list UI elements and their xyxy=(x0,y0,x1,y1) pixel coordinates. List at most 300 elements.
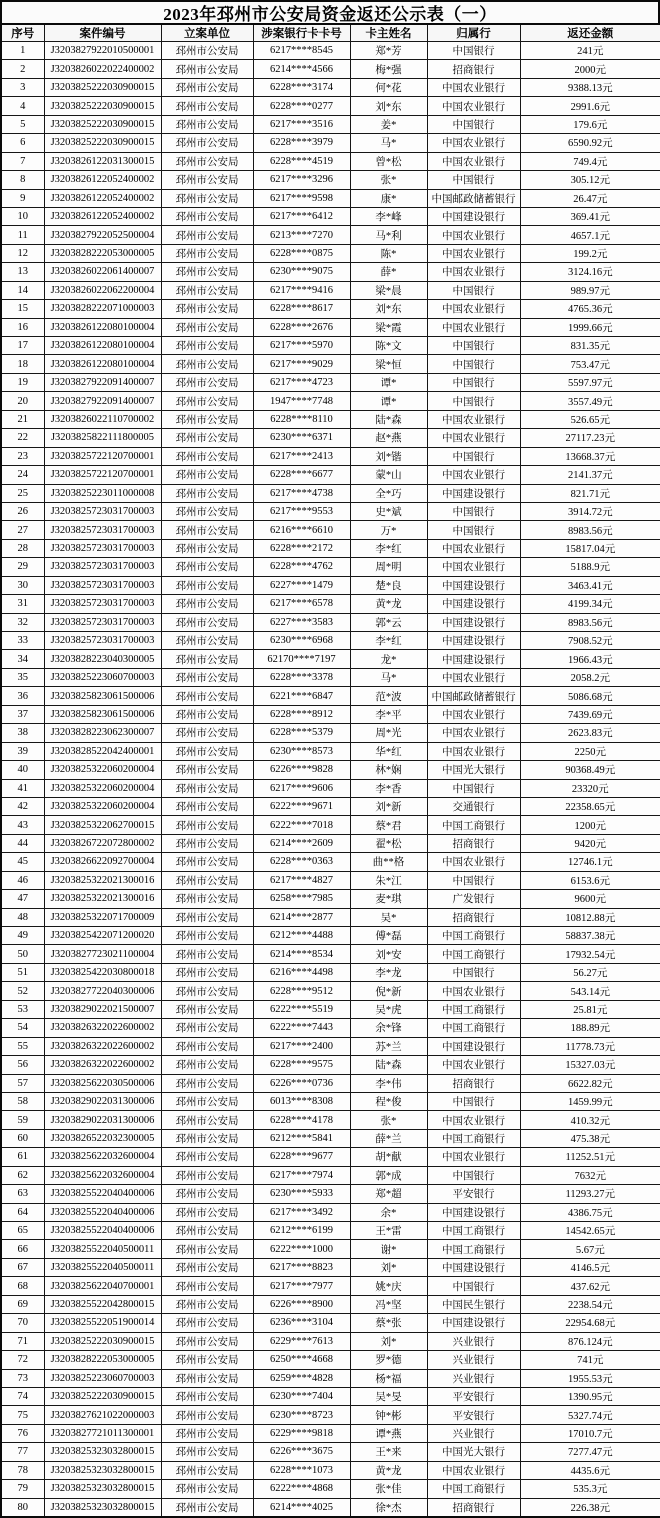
filing-unit-cell: 邳州市公安局 xyxy=(161,576,253,594)
serial-cell: 73 xyxy=(1,1369,44,1387)
cardholder-name-cell: 倪*新 xyxy=(350,982,427,1000)
bank-cell: 中国农业银行 xyxy=(427,558,520,576)
bank-cell: 中国建设银行 xyxy=(427,1037,520,1055)
table-row xyxy=(1,927,660,945)
table-row xyxy=(1,373,660,391)
table-row xyxy=(1,779,660,797)
bank-cell: 中国银行 xyxy=(427,115,520,133)
filing-unit-cell: 邳州市公安局 xyxy=(161,373,253,391)
table-row xyxy=(1,1406,660,1424)
card-number-cell: 6217****9416 xyxy=(253,281,350,299)
serial-cell: 9 xyxy=(1,189,44,207)
amount-cell: 4386.75元 xyxy=(520,1203,660,1221)
card-number-cell: 6228****1073 xyxy=(253,1461,350,1479)
bank-cell: 兴业银行 xyxy=(427,1351,520,1369)
serial-cell: 6 xyxy=(1,134,44,152)
case-number-cell: J3203825322021300016 xyxy=(44,890,161,908)
serial-cell: 46 xyxy=(1,871,44,889)
card-number-cell: 6228****8110 xyxy=(253,410,350,428)
table-row xyxy=(1,1222,660,1240)
cardholder-name-cell: 吴* xyxy=(350,908,427,926)
serial-cell: 15 xyxy=(1,300,44,318)
amount-cell: 4435.6元 xyxy=(520,1461,660,1479)
case-number-cell: J3203825822111800005 xyxy=(44,429,161,447)
table-body xyxy=(1,42,660,1517)
serial-cell: 71 xyxy=(1,1332,44,1350)
card-number-cell: 6228****8617 xyxy=(253,300,350,318)
filing-unit-cell: 邳州市公安局 xyxy=(161,1240,253,1258)
serial-cell: 20 xyxy=(1,392,44,410)
card-number-cell: 6212****5841 xyxy=(253,1129,350,1147)
card-number-cell: 6217****2400 xyxy=(253,1037,350,1055)
column-header-cardholder: 卡主姓名 xyxy=(350,24,427,42)
table-row xyxy=(1,576,660,594)
card-number-cell: 6228****9512 xyxy=(253,982,350,1000)
bank-cell: 中国光大银行 xyxy=(427,1443,520,1461)
filing-unit-cell: 邳州市公安局 xyxy=(161,1480,253,1498)
filing-unit-cell: 邳州市公安局 xyxy=(161,1258,253,1276)
card-number-cell: 6221****6847 xyxy=(253,687,350,705)
cardholder-name-cell: 范*波 xyxy=(350,687,427,705)
serial-cell: 47 xyxy=(1,890,44,908)
case-number-cell: J3203826022110700002 xyxy=(44,410,161,428)
filing-unit-cell: 邳州市公安局 xyxy=(161,761,253,779)
card-number-cell: 6228****4519 xyxy=(253,152,350,170)
bank-cell: 中国建设银行 xyxy=(427,595,520,613)
filing-unit-cell: 邳州市公安局 xyxy=(161,318,253,336)
bank-cell: 中国银行 xyxy=(427,281,520,299)
cardholder-name-cell: 马* xyxy=(350,668,427,686)
amount-cell: 11252.51元 xyxy=(520,1148,660,1166)
filing-unit-cell: 邳州市公安局 xyxy=(161,1148,253,1166)
cardholder-name-cell: 刘* xyxy=(350,1332,427,1350)
serial-cell: 30 xyxy=(1,576,44,594)
case-number-cell: J3203825322060200004 xyxy=(44,761,161,779)
serial-cell: 8 xyxy=(1,171,44,189)
serial-cell: 11 xyxy=(1,226,44,244)
table-row xyxy=(1,1166,660,1184)
cardholder-name-cell: 刘*安 xyxy=(350,945,427,963)
table-row xyxy=(1,207,660,225)
card-number-cell: 6227****1479 xyxy=(253,576,350,594)
cardholder-name-cell: 郭*成 xyxy=(350,1166,427,1184)
table-row xyxy=(1,134,660,152)
filing-unit-cell: 邳州市公安局 xyxy=(161,60,253,78)
cardholder-name-cell: 谭*燕 xyxy=(350,1424,427,1442)
table-row xyxy=(1,1037,660,1055)
card-number-cell: 6236****3104 xyxy=(253,1314,350,1332)
table-row xyxy=(1,410,660,428)
card-number-cell: 6214****2609 xyxy=(253,834,350,852)
fund-return-table xyxy=(0,23,660,1518)
amount-cell: 2238.54元 xyxy=(520,1295,660,1313)
case-number-cell: J3203828222071000003 xyxy=(44,300,161,318)
case-number-cell: J3203825723031700003 xyxy=(44,502,161,520)
filing-unit-cell: 邳州市公安局 xyxy=(161,1185,253,1203)
cardholder-name-cell: 余* xyxy=(350,1203,427,1221)
cardholder-name-cell: 康* xyxy=(350,189,427,207)
bank-cell: 中国建设银行 xyxy=(427,484,520,502)
cardholder-name-cell: 陆*森 xyxy=(350,1056,427,1074)
filing-unit-cell: 邳州市公安局 xyxy=(161,1000,253,1018)
amount-cell: 1966.43元 xyxy=(520,650,660,668)
case-number-cell: J3203827922091400007 xyxy=(44,373,161,391)
bank-cell: 中国农业银行 xyxy=(427,152,520,170)
bank-cell: 中国农业银行 xyxy=(427,244,520,262)
filing-unit-cell: 邳州市公安局 xyxy=(161,1461,253,1479)
cardholder-name-cell: 徐*杰 xyxy=(350,1498,427,1517)
card-number-cell: 6222****1000 xyxy=(253,1240,350,1258)
case-number-cell: J3203826122080100004 xyxy=(44,337,161,355)
amount-cell: 3124.16元 xyxy=(520,263,660,281)
bank-cell: 兴业银行 xyxy=(427,1369,520,1387)
serial-cell: 28 xyxy=(1,539,44,557)
card-number-cell: 6222****9671 xyxy=(253,797,350,815)
card-number-cell: 6230****6968 xyxy=(253,632,350,650)
card-number-cell: 6226****9828 xyxy=(253,761,350,779)
card-number-cell: 6229****9818 xyxy=(253,1424,350,1442)
case-number-cell: J3203829022021500007 xyxy=(44,1000,161,1018)
serial-cell: 10 xyxy=(1,207,44,225)
bank-cell: 兴业银行 xyxy=(427,1332,520,1350)
serial-cell: 27 xyxy=(1,521,44,539)
bank-cell: 中国建设银行 xyxy=(427,1258,520,1276)
card-number-cell: 6228****3979 xyxy=(253,134,350,152)
card-number-cell: 6214****4025 xyxy=(253,1498,350,1517)
amount-cell: 2141.37元 xyxy=(520,466,660,484)
card-number-cell: 6228****8912 xyxy=(253,705,350,723)
cardholder-name-cell: 曾*松 xyxy=(350,152,427,170)
filing-unit-cell: 邳州市公安局 xyxy=(161,1498,253,1517)
amount-cell: 17010.7元 xyxy=(520,1424,660,1442)
amount-cell: 2991.6元 xyxy=(520,97,660,115)
serial-cell: 13 xyxy=(1,263,44,281)
case-number-cell: J3203825222030900015 xyxy=(44,1332,161,1350)
amount-cell: 1200元 xyxy=(520,816,660,834)
cardholder-name-cell: 陆*森 xyxy=(350,410,427,428)
table-row xyxy=(1,724,660,742)
cardholder-name-cell: 刘*东 xyxy=(350,97,427,115)
cardholder-name-cell: 谭* xyxy=(350,392,427,410)
table-row xyxy=(1,871,660,889)
table-row xyxy=(1,1295,660,1313)
table-row xyxy=(1,429,660,447)
filing-unit-cell: 邳州市公安局 xyxy=(161,429,253,447)
bank-cell: 中国农业银行 xyxy=(427,705,520,723)
bank-cell: 中国工商银行 xyxy=(427,816,520,834)
table-row xyxy=(1,281,660,299)
card-number-cell: 6230****6371 xyxy=(253,429,350,447)
cardholder-name-cell: 梅*强 xyxy=(350,60,427,78)
bank-cell: 中国民生银行 xyxy=(427,1295,520,1313)
bank-cell: 中国建设银行 xyxy=(427,613,520,631)
table-row xyxy=(1,60,660,78)
filing-unit-cell: 邳州市公安局 xyxy=(161,668,253,686)
cardholder-name-cell: 万* xyxy=(350,521,427,539)
table-row xyxy=(1,1056,660,1074)
table-row xyxy=(1,945,660,963)
cardholder-name-cell: 程*俊 xyxy=(350,1092,427,1110)
card-number-cell: 6217****7974 xyxy=(253,1166,350,1184)
filing-unit-cell: 邳州市公安局 xyxy=(161,484,253,502)
cardholder-name-cell: 李*香 xyxy=(350,779,427,797)
card-number-cell: 6217****9598 xyxy=(253,189,350,207)
case-number-cell: J3203825322071700009 xyxy=(44,908,161,926)
case-number-cell: J3203825522040500011 xyxy=(44,1258,161,1276)
amount-cell: 6590.92元 xyxy=(520,134,660,152)
bank-cell: 中国农业银行 xyxy=(427,668,520,686)
table-row xyxy=(1,1092,660,1110)
serial-cell: 57 xyxy=(1,1074,44,1092)
cardholder-name-cell: 曲**格 xyxy=(350,853,427,871)
serial-cell: 35 xyxy=(1,668,44,686)
amount-cell: 4146.5元 xyxy=(520,1258,660,1276)
case-number-cell: J3203827922091400007 xyxy=(44,392,161,410)
filing-unit-cell: 邳州市公安局 xyxy=(161,447,253,465)
table-row xyxy=(1,1129,660,1147)
table-row xyxy=(1,982,660,1000)
card-number-cell: 6229****7613 xyxy=(253,1332,350,1350)
filing-unit-cell: 邳州市公安局 xyxy=(161,115,253,133)
case-number-cell: J3203826322022600002 xyxy=(44,1037,161,1055)
serial-cell: 17 xyxy=(1,337,44,355)
card-number-cell: 6214****4566 xyxy=(253,60,350,78)
card-number-cell: 6217****6412 xyxy=(253,207,350,225)
case-number-cell: J3203825422071200020 xyxy=(44,927,161,945)
bank-cell: 中国工商银行 xyxy=(427,945,520,963)
bank-cell: 中国建设银行 xyxy=(427,1314,520,1332)
table-header xyxy=(1,24,660,42)
filing-unit-cell: 邳州市公安局 xyxy=(161,1074,253,1092)
case-number-cell: J3203825723031700003 xyxy=(44,539,161,557)
serial-cell: 74 xyxy=(1,1387,44,1405)
card-number-cell: 6226****3675 xyxy=(253,1443,350,1461)
case-number-cell: J3203825522040400006 xyxy=(44,1185,161,1203)
column-header-bank: 归属行 xyxy=(427,24,520,42)
amount-cell: 305.12元 xyxy=(520,171,660,189)
cardholder-name-cell: 赵*燕 xyxy=(350,429,427,447)
bank-cell: 中国银行 xyxy=(427,502,520,520)
amount-cell: 7439.69元 xyxy=(520,705,660,723)
amount-cell: 17932.54元 xyxy=(520,945,660,963)
cardholder-name-cell: 吴*旻 xyxy=(350,1387,427,1405)
serial-cell: 78 xyxy=(1,1461,44,1479)
table-row xyxy=(1,687,660,705)
cardholder-name-cell: 张*佳 xyxy=(350,1480,427,1498)
bank-cell: 中国银行 xyxy=(427,447,520,465)
cardholder-name-cell: 李*红 xyxy=(350,539,427,557)
card-number-cell: 6228****9575 xyxy=(253,1056,350,1074)
filing-unit-cell: 邳州市公安局 xyxy=(161,189,253,207)
amount-cell: 475.38元 xyxy=(520,1129,660,1147)
filing-unit-cell: 邳州市公安局 xyxy=(161,78,253,96)
filing-unit-cell: 邳州市公安局 xyxy=(161,834,253,852)
card-number-cell: 6222****7018 xyxy=(253,816,350,834)
bank-cell: 中国银行 xyxy=(427,871,520,889)
table-row xyxy=(1,1019,660,1037)
serial-cell: 33 xyxy=(1,632,44,650)
case-number-cell: J3203825522051900014 xyxy=(44,1314,161,1332)
cardholder-name-cell: 姜* xyxy=(350,115,427,133)
case-number-cell: J3203829022031300006 xyxy=(44,1111,161,1129)
serial-cell: 2 xyxy=(1,60,44,78)
table-row xyxy=(1,392,660,410)
serial-cell: 67 xyxy=(1,1258,44,1276)
filing-unit-cell: 邳州市公安局 xyxy=(161,42,253,60)
amount-cell: 4199.34元 xyxy=(520,595,660,613)
serial-cell: 23 xyxy=(1,447,44,465)
serial-cell: 34 xyxy=(1,650,44,668)
serial-cell: 36 xyxy=(1,687,44,705)
bank-cell: 招商银行 xyxy=(427,834,520,852)
bank-cell: 中国农业银行 xyxy=(427,78,520,96)
case-number-cell: J3203827723021100004 xyxy=(44,945,161,963)
amount-cell: 753.47元 xyxy=(520,355,660,373)
filing-unit-cell: 邳州市公安局 xyxy=(161,1387,253,1405)
amount-cell: 8983.56元 xyxy=(520,521,660,539)
card-number-cell: 6213****7270 xyxy=(253,226,350,244)
amount-cell: 437.62元 xyxy=(520,1277,660,1295)
amount-cell: 7277.47元 xyxy=(520,1443,660,1461)
filing-unit-cell: 邳州市公安局 xyxy=(161,97,253,115)
filing-unit-cell: 邳州市公安局 xyxy=(161,521,253,539)
serial-cell: 68 xyxy=(1,1277,44,1295)
table-row xyxy=(1,632,660,650)
amount-cell: 27117.23元 xyxy=(520,429,660,447)
table-row xyxy=(1,558,660,576)
filing-unit-cell: 邳州市公安局 xyxy=(161,1332,253,1350)
cardholder-name-cell: 梁*霞 xyxy=(350,318,427,336)
bank-cell: 招商银行 xyxy=(427,908,520,926)
serial-cell: 59 xyxy=(1,1111,44,1129)
bank-cell: 中国农业银行 xyxy=(427,1148,520,1166)
bank-cell: 招商银行 xyxy=(427,1498,520,1517)
case-number-cell: J3203825323032800015 xyxy=(44,1480,161,1498)
case-number-cell: J3203825823061500006 xyxy=(44,705,161,723)
serial-cell: 52 xyxy=(1,982,44,1000)
bank-cell: 中国银行 xyxy=(427,171,520,189)
case-number-cell: J3203827922010500001 xyxy=(44,42,161,60)
card-number-cell: 6228****5379 xyxy=(253,724,350,742)
serial-cell: 49 xyxy=(1,927,44,945)
bank-cell: 中国农业银行 xyxy=(427,539,520,557)
serial-cell: 60 xyxy=(1,1129,44,1147)
case-number-cell: J3203825522040400006 xyxy=(44,1203,161,1221)
filing-unit-cell: 邳州市公安局 xyxy=(161,779,253,797)
table-row xyxy=(1,337,660,355)
serial-cell: 76 xyxy=(1,1424,44,1442)
amount-cell: 8983.56元 xyxy=(520,613,660,631)
column-header-filing-unit: 立案单位 xyxy=(161,24,253,42)
amount-cell: 1459.99元 xyxy=(520,1092,660,1110)
serial-cell: 31 xyxy=(1,595,44,613)
case-number-cell: J3203827722040300006 xyxy=(44,982,161,1000)
column-header-amount: 返还金额 xyxy=(520,24,660,42)
serial-cell: 50 xyxy=(1,945,44,963)
filing-unit-cell: 邳州市公安局 xyxy=(161,558,253,576)
table-row xyxy=(1,226,660,244)
cardholder-name-cell: 李*峰 xyxy=(350,207,427,225)
table-row xyxy=(1,834,660,852)
cardholder-name-cell: 梁*晨 xyxy=(350,281,427,299)
serial-cell: 5 xyxy=(1,115,44,133)
amount-cell: 1390.95元 xyxy=(520,1387,660,1405)
card-number-cell: 6230****5933 xyxy=(253,1185,350,1203)
card-number-cell: 6214****8534 xyxy=(253,945,350,963)
case-number-cell: J3203827721011300001 xyxy=(44,1424,161,1442)
bank-cell: 广发银行 xyxy=(427,890,520,908)
card-number-cell: 6250****4668 xyxy=(253,1351,350,1369)
amount-cell: 7908.52元 xyxy=(520,632,660,650)
amount-cell: 989.97元 xyxy=(520,281,660,299)
case-number-cell: J3203825723031700003 xyxy=(44,521,161,539)
case-number-cell: J3203825522040400006 xyxy=(44,1222,161,1240)
cardholder-name-cell: 楚*良 xyxy=(350,576,427,594)
serial-cell: 80 xyxy=(1,1498,44,1517)
cardholder-name-cell: 麦*琪 xyxy=(350,890,427,908)
table-row xyxy=(1,797,660,815)
table-row xyxy=(1,1185,660,1203)
filing-unit-cell: 邳州市公安局 xyxy=(161,281,253,299)
table-row xyxy=(1,1461,660,1479)
bank-cell: 中国工商银行 xyxy=(427,1000,520,1018)
cardholder-name-cell: 胡*献 xyxy=(350,1148,427,1166)
table-row xyxy=(1,42,660,60)
filing-unit-cell: 邳州市公安局 xyxy=(161,539,253,557)
amount-cell: 90368.49元 xyxy=(520,761,660,779)
card-number-cell: 6217****4827 xyxy=(253,871,350,889)
cardholder-name-cell: 张* xyxy=(350,171,427,189)
case-number-cell: J3203825222030900015 xyxy=(44,97,161,115)
table-row xyxy=(1,1351,660,1369)
card-number-cell: 6217****9553 xyxy=(253,502,350,520)
serial-cell: 25 xyxy=(1,484,44,502)
table-row xyxy=(1,521,660,539)
cardholder-name-cell: 余*锋 xyxy=(350,1019,427,1037)
filing-unit-cell: 邳州市公安局 xyxy=(161,134,253,152)
serial-cell: 41 xyxy=(1,779,44,797)
filing-unit-cell: 邳州市公安局 xyxy=(161,152,253,170)
cardholder-name-cell: 周*明 xyxy=(350,558,427,576)
card-number-cell: 6217****2413 xyxy=(253,447,350,465)
amount-cell: 369.41元 xyxy=(520,207,660,225)
case-number-cell: J3203828222053000005 xyxy=(44,1351,161,1369)
table-row xyxy=(1,1111,660,1129)
card-number-cell: 6228****4178 xyxy=(253,1111,350,1129)
serial-cell: 40 xyxy=(1,761,44,779)
cardholder-name-cell: 罗*德 xyxy=(350,1351,427,1369)
serial-cell: 22 xyxy=(1,429,44,447)
table-row xyxy=(1,963,660,981)
card-number-cell: 6216****6610 xyxy=(253,521,350,539)
bank-cell: 中国银行 xyxy=(427,779,520,797)
cardholder-name-cell: 李*红 xyxy=(350,632,427,650)
table-row xyxy=(1,650,660,668)
bank-cell: 中国工商银行 xyxy=(427,1019,520,1037)
cardholder-name-cell: 黄*龙 xyxy=(350,595,427,613)
case-number-cell: J3203825223060700003 xyxy=(44,1369,161,1387)
bank-cell: 中国农业银行 xyxy=(427,724,520,742)
filing-unit-cell: 邳州市公安局 xyxy=(161,1406,253,1424)
table-row xyxy=(1,263,660,281)
card-number-cell: 6230****8723 xyxy=(253,1406,350,1424)
filing-unit-cell: 邳州市公安局 xyxy=(161,1056,253,1074)
filing-unit-cell: 邳州市公安局 xyxy=(161,650,253,668)
filing-unit-cell: 邳州市公安局 xyxy=(161,853,253,871)
case-number-cell: J3203826022062200004 xyxy=(44,281,161,299)
amount-cell: 3463.41元 xyxy=(520,576,660,594)
table-row xyxy=(1,189,660,207)
